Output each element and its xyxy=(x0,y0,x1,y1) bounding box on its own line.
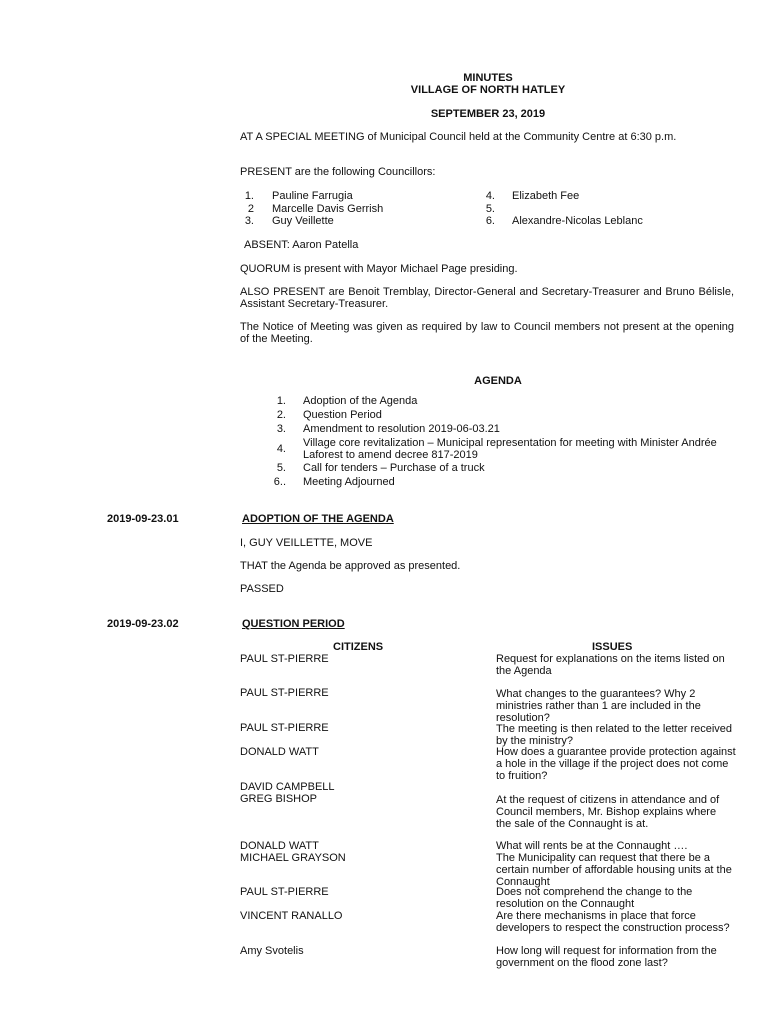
issue-text: What will rents be at the Connaught …. xyxy=(496,840,688,852)
councillor-number: 2 xyxy=(247,203,254,215)
issue-text: How long will request for information from the government on the flood zone last? xyxy=(496,945,717,969)
issue-text: What changes to the guarantees? Why 2 ministries rather than 1 are included in the resolution? xyxy=(496,688,701,724)
citizen-name: PAUL ST-PIERRE xyxy=(240,722,329,734)
agenda-item-number: 5. xyxy=(276,462,286,474)
issue-text: Does not comprehend the change to the resolution on the Connaught xyxy=(496,886,693,910)
issues-column-header: ISSUES xyxy=(592,641,633,653)
agenda-item-number: 6.. xyxy=(273,476,286,488)
agenda-item-number: 1. xyxy=(276,395,286,407)
issue-text: The Municipality can request that there be a certain number of affordable housing units at the Connaught xyxy=(496,852,732,888)
citizen-name: DONALD WATT xyxy=(240,840,319,852)
citizens-column-header: CITIZENS xyxy=(333,641,384,653)
councillor-name: Alexandre-Nicolas Leblanc xyxy=(512,215,643,227)
councillor-number: 3. xyxy=(244,215,254,227)
councillor-name: Marcelle Davis Gerrish xyxy=(272,203,384,215)
councillor-number: 5. xyxy=(485,203,495,215)
issue-text: At the request of citizens in attendance and of Council members, Mr. Bishop explains where the sale of the Connaught is at. xyxy=(496,794,720,830)
agenda-item-number: 2. xyxy=(276,409,286,421)
citizen-name: PAUL ST-PIERRE xyxy=(240,886,329,898)
quorum-line: QUORUM is present with Mayor Michael Page presiding. xyxy=(240,263,518,275)
agenda-item-text: Village core revitalization – Municipal representation for meeting with Minister Andrée Laforest to amend decree 817-2019 xyxy=(303,437,717,461)
issue-text: Are there mechanisms in place that force developers to respect the construction process? xyxy=(496,910,730,934)
mover-line: I, GUY VEILLETTE, MOVE xyxy=(240,537,373,549)
issue-text: How does a guarantee provide protection against a hole in the village if the project does not come to fruition? xyxy=(496,746,736,782)
agenda-item-text: Adoption of the Agenda xyxy=(303,395,418,407)
resolution-text: THAT the Agenda be approved as presented. xyxy=(240,560,461,572)
intro-paragraph: AT A SPECIAL MEETING of Municipal Council held at the Community Centre at 6:30 p.m. xyxy=(240,131,677,143)
absent-line: ABSENT: Aaron Patella xyxy=(244,239,359,251)
document-title: MINUTES xyxy=(463,72,513,84)
resolution-result: PASSED xyxy=(240,583,284,595)
meeting-date: SEPTEMBER 23, 2019 xyxy=(430,108,546,120)
citizen-name: Amy Svotelis xyxy=(240,945,304,957)
also-present-paragraph: ALSO PRESENT are Benoit Tremblay, Director-General and Secretary-Treasurer and Bruno Bélisle, Assistant Secretary-Treasurer. xyxy=(240,286,734,310)
resolution-title: QUESTION PERIOD xyxy=(242,618,345,630)
citizen-name: PAUL ST-PIERRE xyxy=(240,687,329,699)
councillor-name: Elizabeth Fee xyxy=(512,190,580,202)
councillor-number: 1. xyxy=(244,190,254,202)
citizen-name: PAUL ST-PIERRE xyxy=(240,653,329,665)
agenda-item-text: Question Period xyxy=(303,409,382,421)
agenda-item-text: Amendment to resolution 2019-06-03.21 xyxy=(303,423,500,435)
agenda-title: AGENDA xyxy=(474,375,522,387)
resolution-number: 2019-09-23.02 xyxy=(107,618,179,630)
councillor-name: Pauline Farrugia xyxy=(272,190,353,202)
issue-text: The meeting is then related to the letter received by the ministry? xyxy=(496,723,733,747)
citizen-name: DAVID CAMPBELL xyxy=(240,781,335,793)
citizen-name: GREG BISHOP xyxy=(240,793,318,805)
agenda-item-number: 4. xyxy=(276,443,286,455)
councillor-number: 4. xyxy=(485,190,495,202)
citizen-name: MICHAEL GRAYSON xyxy=(240,852,346,864)
agenda-item-number: 3. xyxy=(276,423,286,435)
village-name: VILLAGE OF NORTH HATLEY xyxy=(410,84,566,96)
present-heading: PRESENT are the following Councillors: xyxy=(240,166,436,178)
resolution-number: 2019-09-23.01 xyxy=(107,513,179,525)
councillor-number: 6. xyxy=(485,215,495,227)
citizen-name: VINCENT RANALLO xyxy=(240,910,343,922)
citizen-name: DONALD WATT xyxy=(240,746,319,758)
agenda-item-text: Meeting Adjourned xyxy=(303,476,395,488)
issue-text: Request for explanations on the items listed on the Agenda xyxy=(496,653,725,677)
councillor-name: Guy Veillette xyxy=(272,215,334,227)
resolution-title: ADOPTION OF THE AGENDA xyxy=(242,513,394,525)
notice-paragraph: The Notice of Meeting was given as required by law to Council members not present at the opening of the Meeting. xyxy=(240,321,734,345)
agenda-item-text: Call for tenders – Purchase of a truck xyxy=(303,462,485,474)
